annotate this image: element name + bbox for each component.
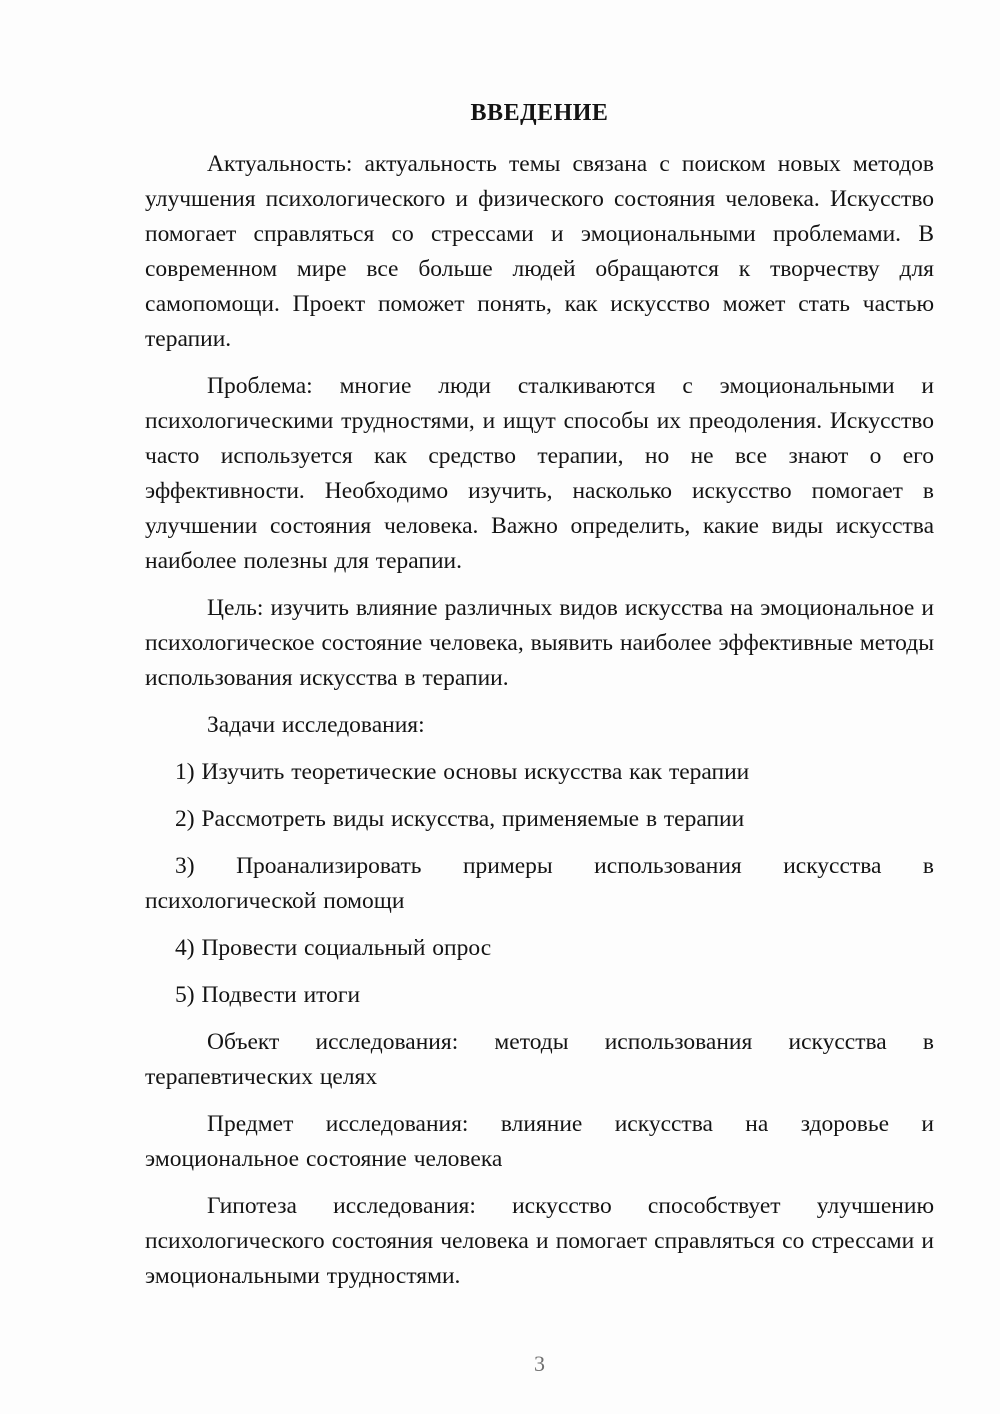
task-item-1: 1) Изучить теоретические основы искусства как терапии: [175, 759, 750, 785]
paragraph-goal: Цель: изучить влияние различных видов искусства на эмоциональное и психологическое состояние человека, выявить наиболее эффективные методы использования искусства в терапии.: [145, 595, 934, 691]
task-item-2: 2) Рассмотреть виды искусства, применяемые в терапии: [175, 806, 745, 832]
page-title: ВВЕДЕНИЕ: [470, 100, 609, 126]
page-number: 3: [534, 1351, 545, 1376]
task-item-3: 3) Проанализировать примеры использования искусства в психологической помощи: [145, 853, 934, 914]
tasks-heading: Задачи исследования:: [207, 712, 425, 738]
paragraph-object: Объект исследования: методы использования искусства в терапевтических целях: [145, 1029, 934, 1090]
paragraph-problem: Проблема: многие люди сталкиваются с эмоциональными и психологическими трудностями, и ищут способы их преодоления. Искусство часто используется как средство терапии, но не все знают о его эффективности. Необходимо изучить, насколько искусство помогает в улучшении состояния человека. Важно определить, какие виды искусства наиболее полезны для терапии.: [145, 373, 934, 574]
task-item-4: 4) Провести социальный опрос: [175, 935, 492, 961]
paragraph-actuality: Актуальность: актуальность темы связана с поиском новых методов улучшения психологического и физического состояния человека. Искусство помогает справляться со стрессами и эмоциональными проблемами. В современном мире все больше людей обращаются к творчеству для самопомощи. Проект поможет понять, как искусство может стать частью терапии.: [145, 151, 934, 352]
task-item-5: 5) Подвести итоги: [175, 982, 361, 1008]
paragraph-hypothesis: Гипотеза исследования: искусство способствует улучшению психологического состояния человека и помогает справляться со стрессами и эмоциональными трудностями.: [145, 1193, 934, 1289]
paragraph-subject: Предмет исследования: влияние искусства на здоровье и эмоциональное состояние человека: [145, 1111, 934, 1172]
